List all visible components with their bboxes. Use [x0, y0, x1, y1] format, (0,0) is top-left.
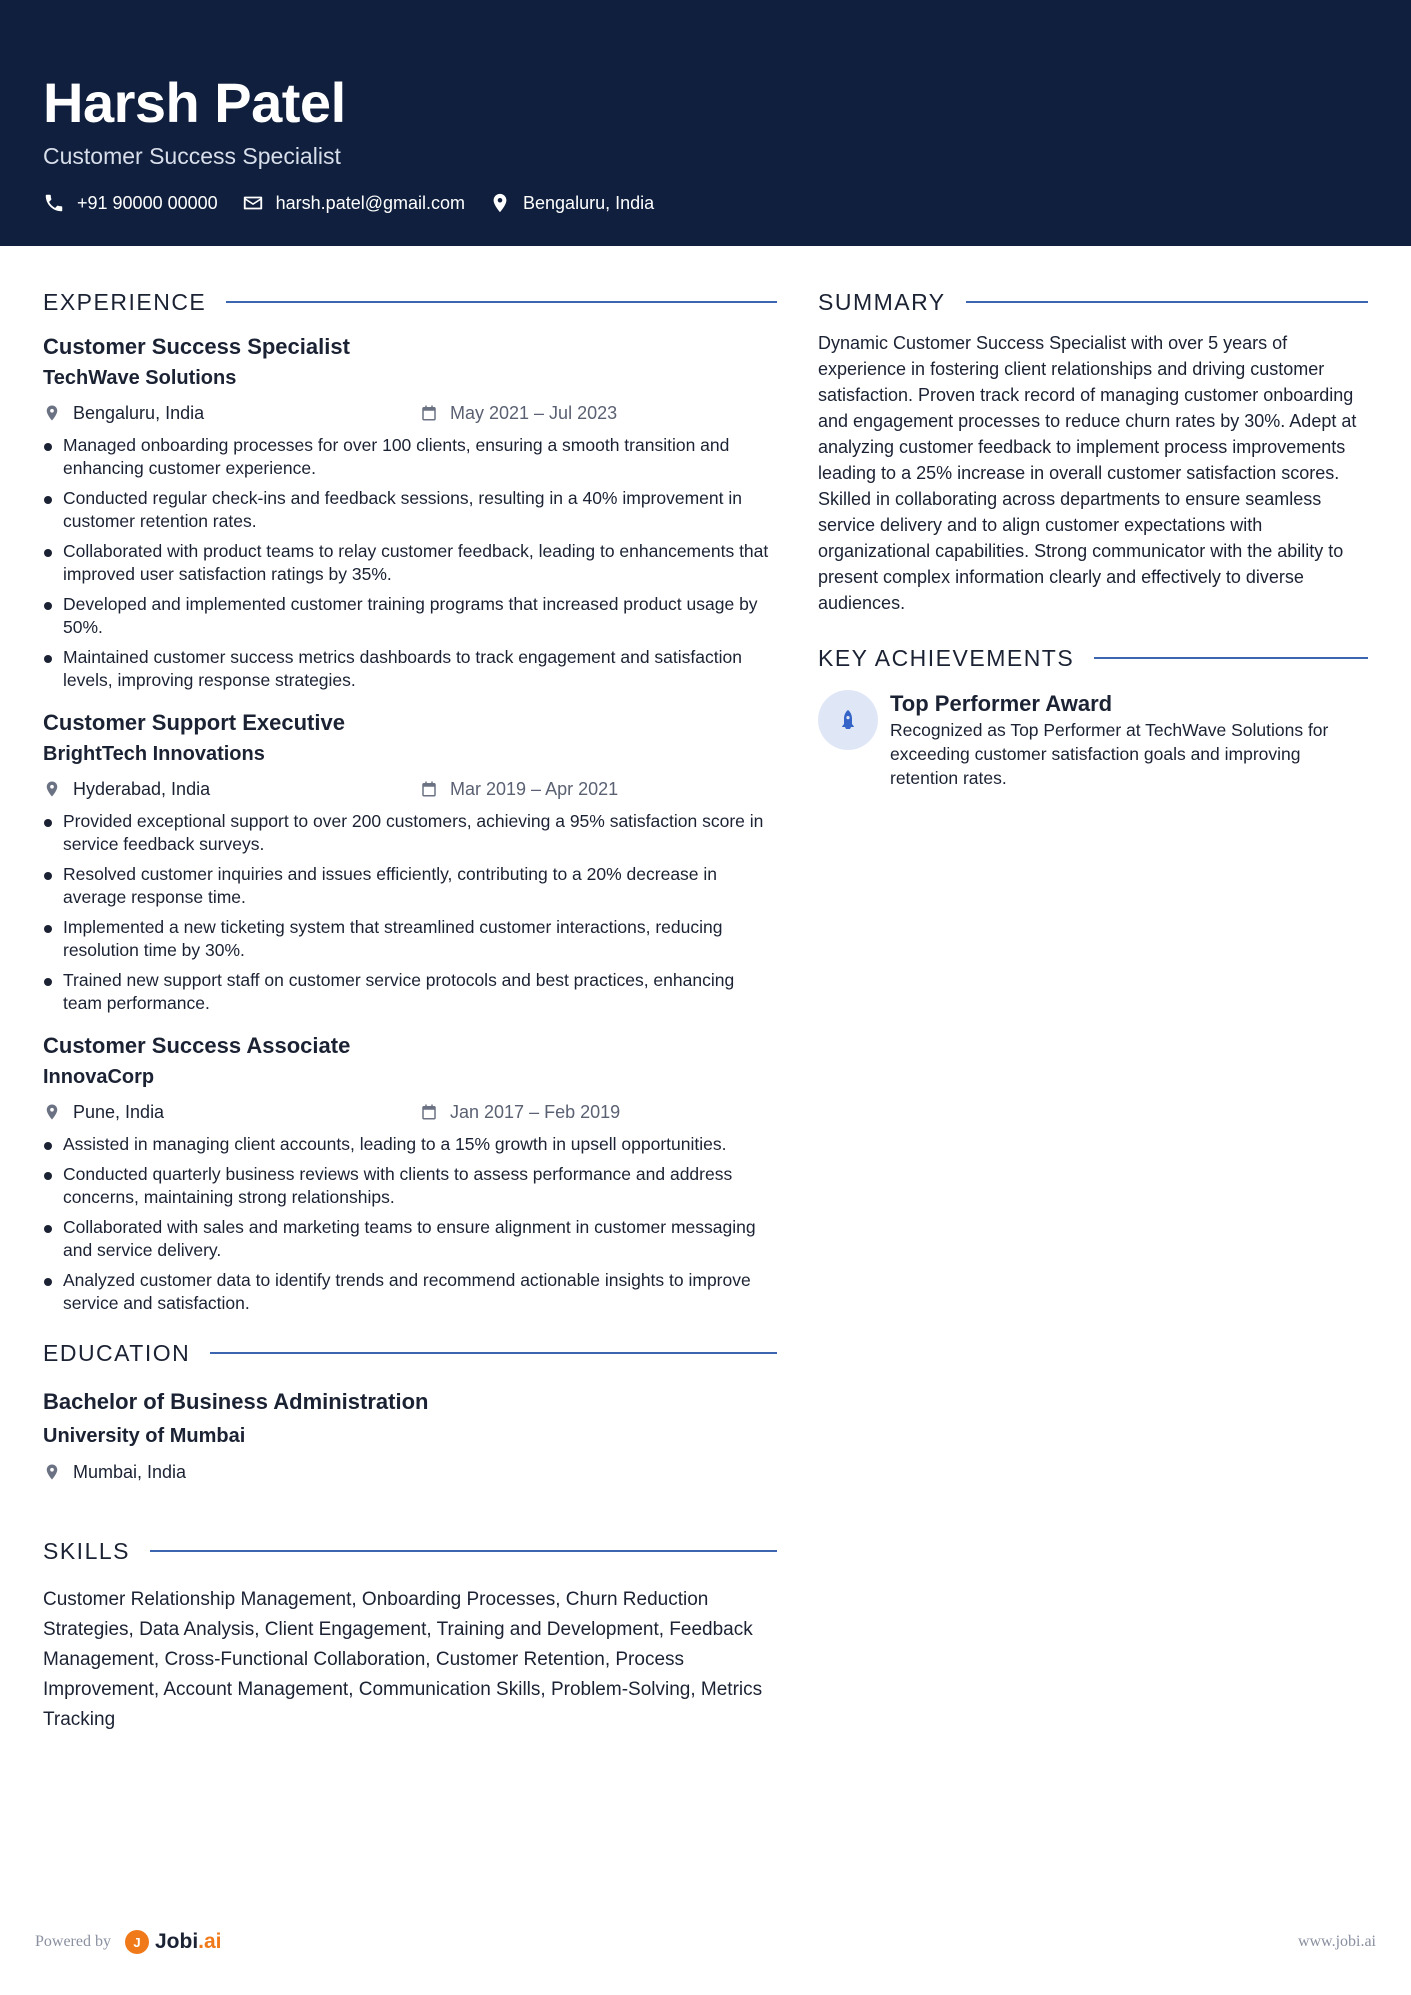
skills-list: Customer Relationship Management, Onboarding Processes, Churn Reduction Strategies, Data Analysis, Client Engagement, Training and Development, Feedback Management, Cross-Functional Collaboration, Customer Retention, Process Improvement, Account Management, Communication Skills, Problem-Solving, Metrics Tracking: [43, 1589, 763, 1730]
job-meta: [43, 1093, 777, 1131]
job-location-text: Pune, India: [73, 1102, 165, 1122]
job-dates-text: May 2021 – Jul 2023: [450, 403, 618, 423]
rocket-icon: [818, 690, 878, 750]
bullet-item: Assisted in managing client accounts, leading to a 15% growth in upsell opportunities.: [43, 1133, 777, 1156]
location-text: Bengaluru, India: [523, 192, 655, 213]
achievement-title: Top Performer Award: [890, 691, 1113, 716]
job-dates: [420, 1093, 620, 1131]
section-divider: [1094, 657, 1368, 659]
phone-icon: [43, 192, 65, 214]
section-divider: [966, 301, 1368, 303]
powered-by[interactable]: [35, 1930, 222, 1954]
section-divider: [210, 1352, 777, 1354]
job-title: Customer Success Associate: [43, 1033, 351, 1058]
bullet-item: Conducted quarterly business reviews with clients to assess performance and address concerns, maintaining strong relationships.: [43, 1163, 777, 1209]
brand-accent: .ai: [198, 1930, 222, 1953]
bullet-item: Conducted regular check-ins and feedback sessions, resulting in a 40% improvement in customer retention rates.: [43, 487, 777, 533]
contact-location: [489, 192, 654, 214]
section-divider: [226, 301, 777, 303]
achievements-heading: [818, 636, 1368, 680]
summary-heading: [818, 280, 1368, 324]
bullet-item: Implemented a new ticketing system that streamlined customer interactions, reducing resolution time by 30%.: [43, 916, 777, 962]
section-title: KEY ACHIEVEMENTS: [818, 644, 1075, 671]
section-title: SUMMARY: [818, 288, 946, 315]
education-heading: [43, 1331, 777, 1375]
bullet-item: Provided exceptional support to over 200 customers, achieving a 95% satisfaction score in service feedback surveys.: [43, 810, 777, 856]
email-icon: [242, 192, 264, 214]
job-location: [43, 394, 204, 432]
location-pin-icon: [43, 1463, 61, 1481]
bullet-item: Analyzed customer data to identify trends and recommend actionable insights to improve service and satisfaction.: [43, 1269, 777, 1315]
job-meta: [43, 394, 777, 432]
job-dates: [420, 770, 618, 808]
bullet-item: Trained new support staff on customer service protocols and best practices, enhancing team performance.: [43, 969, 777, 1015]
bullet-item: Developed and implemented customer training programs that increased product usage by 50%.: [43, 593, 777, 639]
bullet-item: Collaborated with sales and marketing teams to ensure alignment in customer messaging and service delivery.: [43, 1216, 777, 1262]
email-text: harsh.patel@gmail.com: [275, 192, 466, 213]
job-bullets: [43, 810, 777, 1015]
location-pin-icon: [489, 192, 511, 214]
section-title: SKILLS: [43, 1537, 130, 1564]
brand-name: [155, 1930, 222, 1954]
bullet-item: Resolved customer inquiries and issues efficiently, contributing to a 20% decrease in average response time.: [43, 863, 777, 909]
job-location: [43, 770, 210, 808]
contact-phone[interactable]: [43, 192, 218, 214]
left-column: [43, 280, 777, 1735]
job-location-text: Bengaluru, India: [73, 403, 205, 423]
education-meta: [43, 1453, 777, 1491]
right-column: [818, 280, 1368, 790]
job-location: [43, 1093, 164, 1131]
contact-email[interactable]: [242, 192, 465, 214]
job-dates-text: Mar 2019 – Apr 2021: [450, 779, 619, 799]
degree-title: Bachelor of Business Administration: [43, 1389, 429, 1414]
calendar-icon: [420, 780, 438, 798]
education-entry: [43, 1385, 777, 1491]
company-name: TechWave Solutions: [43, 367, 237, 389]
section-title: EDUCATION: [43, 1339, 191, 1366]
achievement-item: [818, 690, 1368, 790]
website-link[interactable]: www.jobi.ai: [1297, 1933, 1376, 1950]
calendar-icon: [420, 1103, 438, 1121]
contact-row: [43, 192, 678, 214]
powered-by-label: Powered by: [35, 1933, 111, 1950]
bullet-item: Managed onboarding processes for over 100 clients, ensuring a smooth transition and enhancing customer experience.: [43, 434, 777, 480]
company-name: BrightTech Innovations: [43, 743, 265, 765]
location-pin-icon: [43, 780, 61, 798]
company-name: InnovaCorp: [43, 1066, 155, 1088]
summary-text: Dynamic Customer Success Specialist with over 5 years of experience in fostering client relationships and driving customer satisfaction. Proven track record of managing customer onboarding and engagement processes to reduce churn rates by 30%. Adept at analyzing customer feedback to implement process improvements leading to a 25% increase in overall customer satisfaction scores. Skilled in collaborating across departments to ensure seamless service delivery and to align customer expectations with organizational capabilities. Strong communicator with the ability to present complex information clearly and effectively to diverse audiences.: [818, 333, 1357, 613]
phone-text: +91 90000 00000: [77, 192, 218, 213]
bullet-item: Maintained customer success metrics dashboards to track engagement and satisfaction levels, improving response strategies.: [43, 646, 777, 692]
school-name: University of Mumbai: [43, 1425, 246, 1447]
education-location-text: Mumbai, India: [73, 1462, 187, 1482]
section-divider: [150, 1550, 777, 1552]
job-location-text: Hyderabad, India: [73, 779, 211, 799]
job-title: Customer Success Specialist: [43, 334, 350, 359]
job-entry: [43, 1031, 777, 1315]
location-pin-icon: [43, 404, 61, 422]
job-meta: [43, 770, 777, 808]
candidate-role: Customer Success Specialist: [43, 143, 341, 169]
resume-header: [0, 0, 1411, 246]
candidate-name: Harsh Patel: [43, 71, 346, 134]
job-dates: [420, 394, 617, 432]
section-title: EXPERIENCE: [43, 288, 207, 315]
calendar-icon: [420, 404, 438, 422]
job-dates-text: Jan 2017 – Feb 2019: [450, 1102, 621, 1122]
brand-main: Jobi: [154, 1930, 199, 1953]
skills-heading: [43, 1529, 777, 1573]
job-entry: [43, 708, 777, 1015]
job-entry: [43, 332, 777, 692]
achievement-body: [890, 690, 1368, 790]
education-location: [43, 1453, 186, 1491]
achievement-description: Recognized as Top Performer at TechWave Solutions for exceeding customer satisfaction goals and improving retention rates.: [890, 720, 1329, 788]
job-title: Customer Support Executive: [43, 710, 345, 735]
bullet-item: Collaborated with product teams to relay customer feedback, leading to enhancements that improved user satisfaction ratings by 35%.: [43, 540, 777, 586]
experience-heading: [43, 280, 777, 324]
jobi-logo-icon: J: [125, 1930, 149, 1954]
job-bullets: [43, 1133, 777, 1315]
job-bullets: [43, 434, 777, 692]
location-pin-icon: [43, 1103, 61, 1121]
